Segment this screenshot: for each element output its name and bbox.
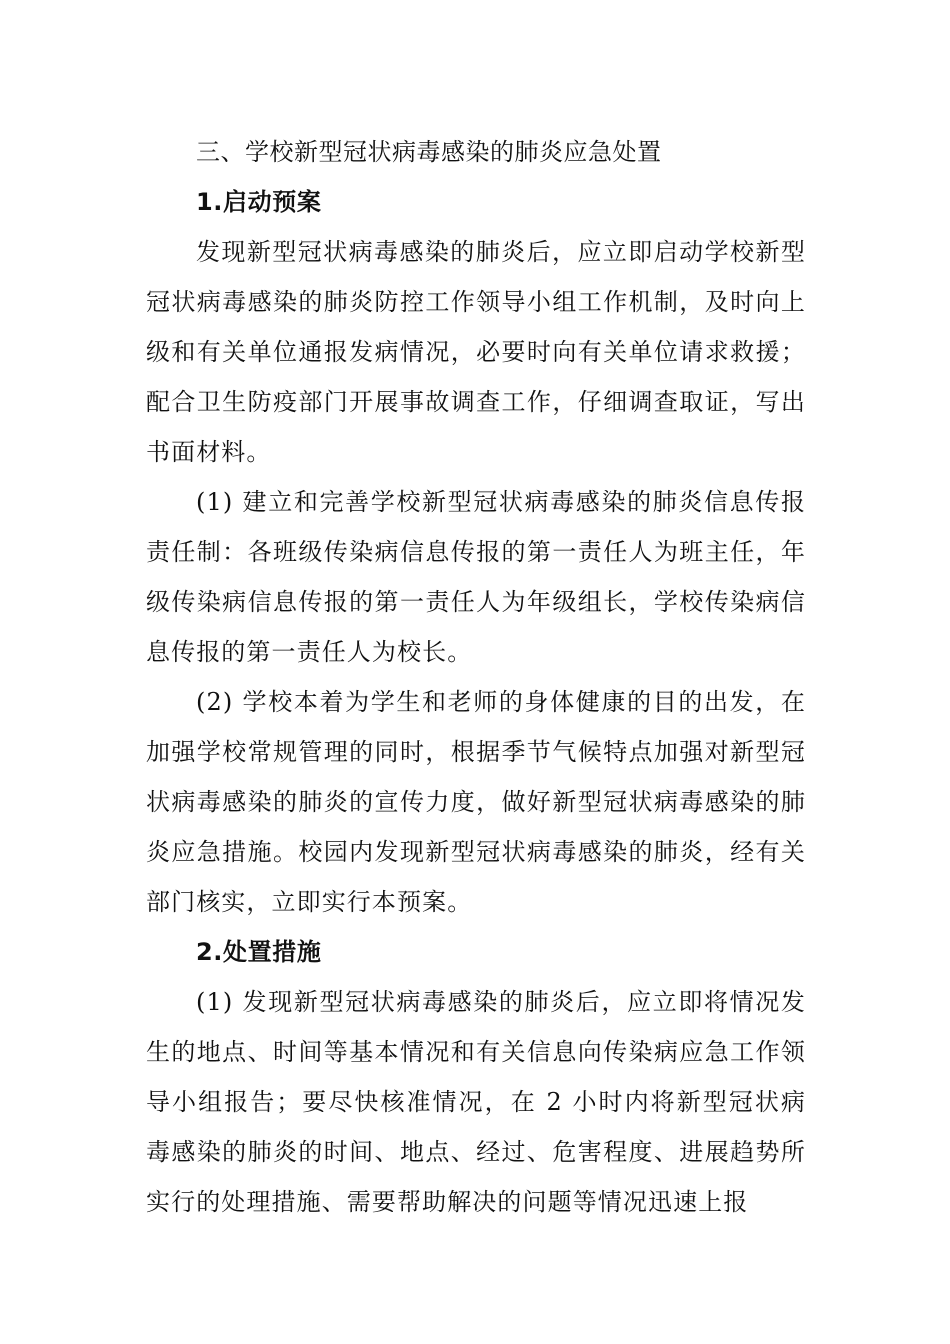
document-body (146, 127, 806, 1227)
heading-start-plan: 1.启动预案 (196, 188, 322, 216)
heading-measures: 2.处置措施 (196, 938, 322, 966)
paragraph-4: (1) 发现新型冠状病毒感染的肺炎后，应立即将情况发生的地点、时间等基本情况和有关信息向传染病应急工作领导小组报告；要尽快核准情况，在 2 小时内将新型冠状病毒感染的肺炎的时间、地点、经过、危害程度、进展趋势所实行的处理措施、需要帮助解决的问题等情况迅速上报 (146, 988, 806, 1216)
section-title: 三、学校新型冠状病毒感染的肺炎应急处置 (196, 138, 662, 166)
paragraph-3: (2) 学校本着为学生和老师的身体健康的目的出发，在加强学校常规管理的同时，根据季节气候特点加强对新型冠状病毒感染的肺炎的宣传力度，做好新型冠状病毒感染的肺炎应急措施。校园内发现新型冠状病毒感染的肺炎，经有关部门核实，立即实行本预案。 (146, 688, 806, 916)
paragraph-1: 发现新型冠状病毒感染的肺炎后，应立即启动学校新型冠状病毒感染的肺炎防控工作领导小组工作机制，及时向上级和有关单位通报发病情况，必要时向有关单位请求救援；配合卫生防疫部门开展事故调查工作，仔细调查取证，写出书面材料。 (146, 238, 806, 466)
paragraph-2: (1) 建立和完善学校新型冠状病毒感染的肺炎信息传报责任制：各班级传染病信息传报的第一责任人为班主任，年级传染病信息传报的第一责任人为年级组长，学校传染病信息传报的第一责任人为校长。 (146, 488, 806, 666)
